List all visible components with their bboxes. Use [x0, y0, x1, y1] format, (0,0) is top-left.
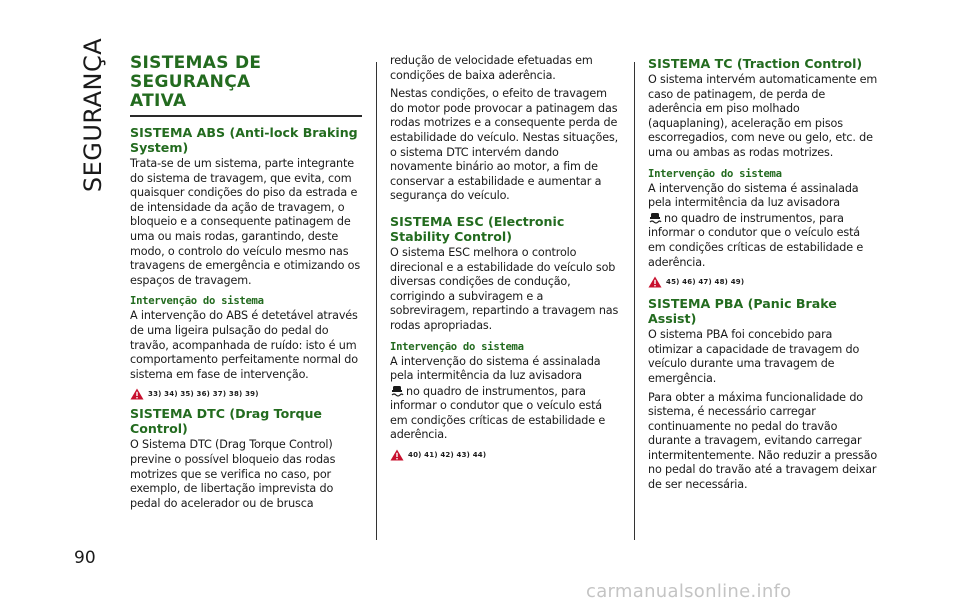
- esc-warning-refs: 40) 41) 42) 43) 44): [390, 449, 622, 461]
- abs-subheading: Intervenção do sistema: [130, 295, 264, 308]
- esc-paragraph: O sistema ESC melhora o controlo direcional e a estabilidade do veículo sob diversas condições de condução, corrigindo a subviragem e a sobreviragem, repartindo a travagem nas rodas apropriadas.: [390, 245, 619, 332]
- abs-intervention-paragraph: A intervenção do ABS é detetável através de uma ligeira pulsação do pedal do travão, acompanhada de ruído: isto é um comportamento perfeitamente normal do sistema em fase de intervenção.: [130, 309, 358, 381]
- section-tab: [76, 37, 110, 193]
- column-divider: [634, 62, 635, 540]
- column-2: [390, 54, 622, 467]
- tc-heading: SISTEMA TC (Traction Control): [648, 56, 863, 71]
- pba-paragraph-2: Para obter a máxima funcionalidade do sistema, é necessário carregar continuamente no pedal do travão durante a travagem, evitando carregar intermitentemente. Não reduzir a pressão no pedal do travão até a travagem deixar de ser necessária.: [648, 390, 878, 492]
- pba-paragraph: O sistema PBA foi concebido para otimizar a capacidade de travagem do veículo durante uma travagem de emergência.: [648, 328, 860, 385]
- tc-intervention-paragraph: A intervenção do sistema é assinalada pela intermitência da luz avisadora no quadro de instrumentos, para informar o condutor que o veículo está em condições críticas de estabilidade e aderência.: [648, 181, 864, 269]
- column-3: [648, 54, 880, 497]
- title-underline: [130, 115, 362, 117]
- section-tab-label: SEGURANÇA: [79, 37, 107, 193]
- esc-subheading: Intervenção do sistema: [390, 340, 524, 353]
- esc-intervention-paragraph: A intervenção do sistema é assinalada pela intermitência da luz avisadora no quadro de instrumentos, para informar o condutor que o veículo está em condições críticas de estabilidade e aderência.: [390, 354, 606, 442]
- tc-warning-refs: 45) 46) 47) 48) 49): [648, 276, 880, 288]
- esc-heading: SISTEMA ESC (Electronic Stability Control): [390, 213, 565, 244]
- watermark: carmanualsonline.info: [586, 581, 792, 602]
- dtc-continued-paragraph: redução de velocidade efetuadas em condições de baixa aderência.: [390, 54, 593, 82]
- dtc-continued-paragraph-2: Nestas condições, o efeito de travagem do motor pode provocar a patinagem das rodas motrizes e a consequente perda de estabilidade do veículo. Nestas situações, o sistema DTC intervém dando novamente binário ao motor, a fim de conservar a estabilidade e aumentar a segurança do veículo.: [390, 87, 619, 203]
- warning-triangle-icon: [390, 449, 404, 461]
- main-title: SISTEMAS DE SEGURANÇA ATIVA: [130, 53, 262, 111]
- column-divider: [376, 62, 377, 540]
- abs-heading: SISTEMA ABS (Anti-lock Braking System): [130, 125, 358, 155]
- abs-warning-refs: 33) 34) 35) 36) 37) 38) 39): [130, 388, 362, 400]
- warning-triangle-icon: [648, 276, 662, 288]
- column-1: [130, 54, 362, 515]
- warning-triangle-icon: [130, 388, 144, 400]
- skidding-car-icon: [648, 211, 662, 225]
- skidding-car-icon: [390, 384, 404, 398]
- page-number: 90: [74, 548, 96, 568]
- pba-heading: SISTEMA PBA (Panic Brake Assist): [648, 296, 837, 327]
- dtc-heading: SISTEMA DTC (Drag Torque Control): [130, 406, 322, 437]
- abs-paragraph: Trata-se de um sistema, parte integrante do sistema de travagem, que evita, com quaisquer condições do piso da estrada e de intensidade da ação de travagem, o bloqueio e a consequente patinagem de uma ou mais rodas, garantindo, deste modo, o controlo do veículo mesmo nas travagens de emergência e otimizando os espaços de travagem.: [130, 157, 361, 287]
- tc-subheading: Intervenção do sistema: [648, 167, 782, 180]
- tc-paragraph: O sistema intervém automaticamente em caso de patinagem, de perda de aderência em piso molhado (aquaplaning), aceleração em pisos escorregadios, com neve ou gelo, etc. de uma ou ambas as rodas motrizes.: [648, 73, 878, 159]
- dtc-paragraph: O Sistema DTC (Drag Torque Control) previne o possível bloqueio das rodas motrizes que se verifica no caso, por exemplo, de libertação imprevista do pedal do acelerador ou de brusca: [130, 438, 336, 510]
